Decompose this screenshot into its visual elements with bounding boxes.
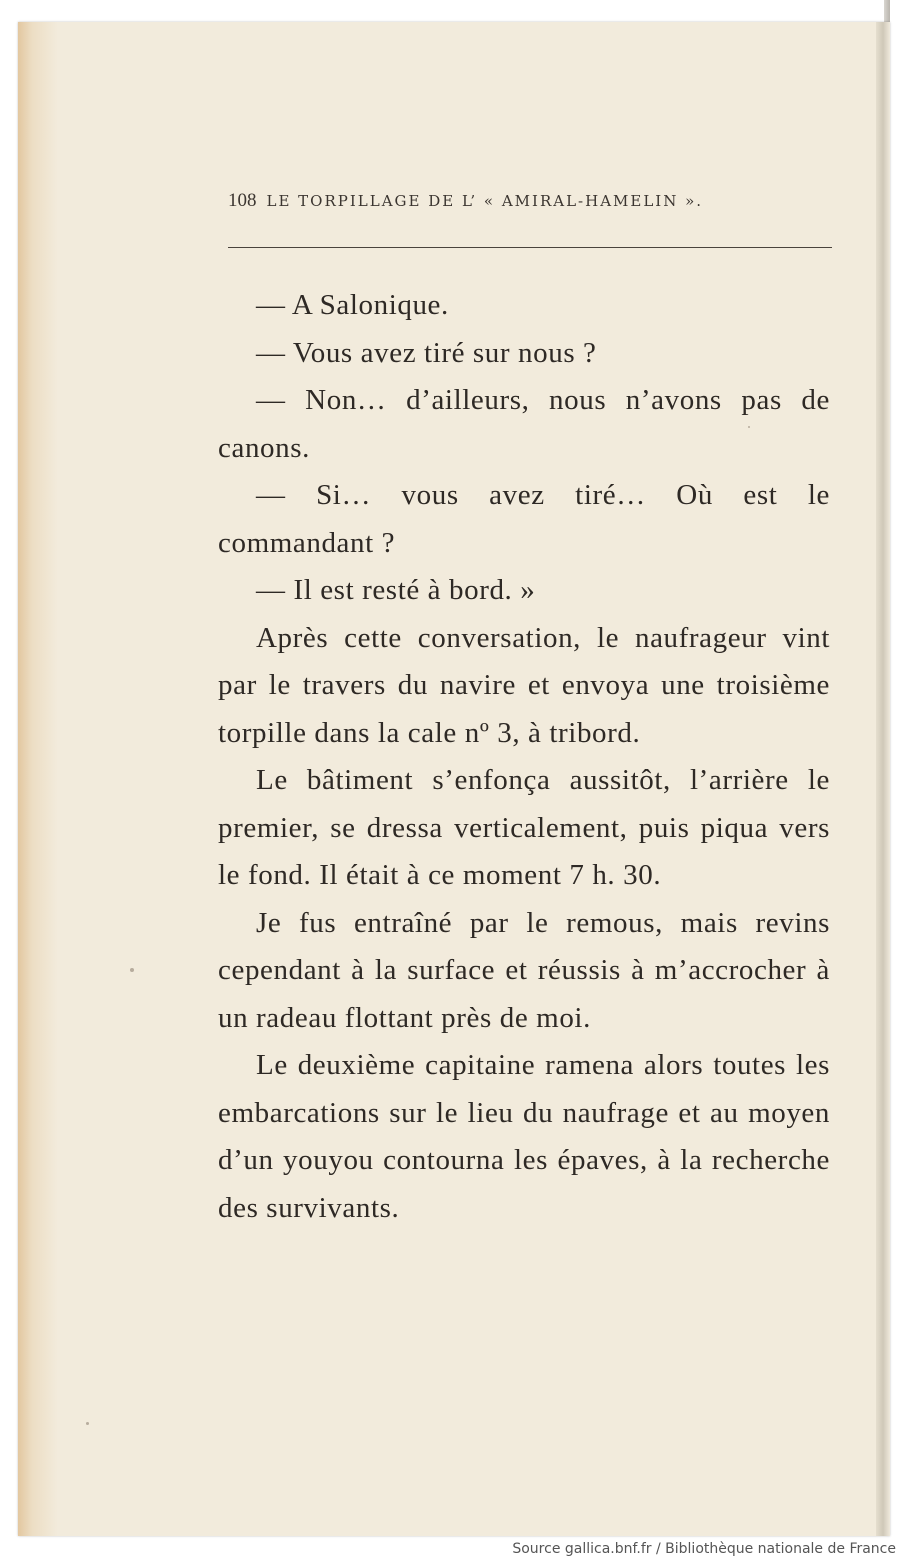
paragraph: Je fus entraîné par le remous, mais revins cependant à la surface et réussis à m’accrocher à un radeau flottant près de moi.: [218, 906, 830, 1034]
running-head: [228, 190, 828, 212]
top-margin: [0, 0, 904, 22]
paragraph: — Il est resté à bord. »: [256, 574, 536, 606]
body-text: [218, 282, 830, 1232]
paragraph: Le deuxième capitaine ramena alors toutes les embarcations sur le lieu du naufrage et au moyen d’un youyou contourna les épaves, à la recherche des survivants.: [218, 1049, 830, 1224]
header-rule: [228, 247, 832, 248]
paragraph: — Non… d’ailleurs, nous n’avons pas de canons.: [218, 384, 830, 464]
paragraph: — Si… vous avez tiré… Où est le commandant ?: [218, 479, 830, 559]
page-number: 108: [228, 190, 257, 211]
page-right-edge: [876, 22, 890, 1536]
source-credit: Source gallica.bnf.fr / Bibliothèque nationale de France: [512, 1541, 896, 1557]
paper-speck: [86, 1422, 89, 1425]
paper-speck: [130, 968, 134, 972]
paragraph: — Vous avez tiré sur nous ?: [256, 336, 597, 369]
running-title: LE TORPILLAGE DE L’ « AMIRAL-HAMELIN ».: [266, 192, 704, 210]
paragraph: — A Salonique.: [256, 289, 449, 321]
paragraph: Après cette conversation, le naufrageur vint par le travers du navire et envoya une troisième torpille dans la cale nº 3, à tribord.: [218, 621, 830, 749]
paragraph: Le bâtiment s’enfonça aussitôt, l’arrière le premier, se dressa verticalement, puis piqua vers le fond. Il était à ce moment 7 h. 30.: [218, 764, 830, 891]
